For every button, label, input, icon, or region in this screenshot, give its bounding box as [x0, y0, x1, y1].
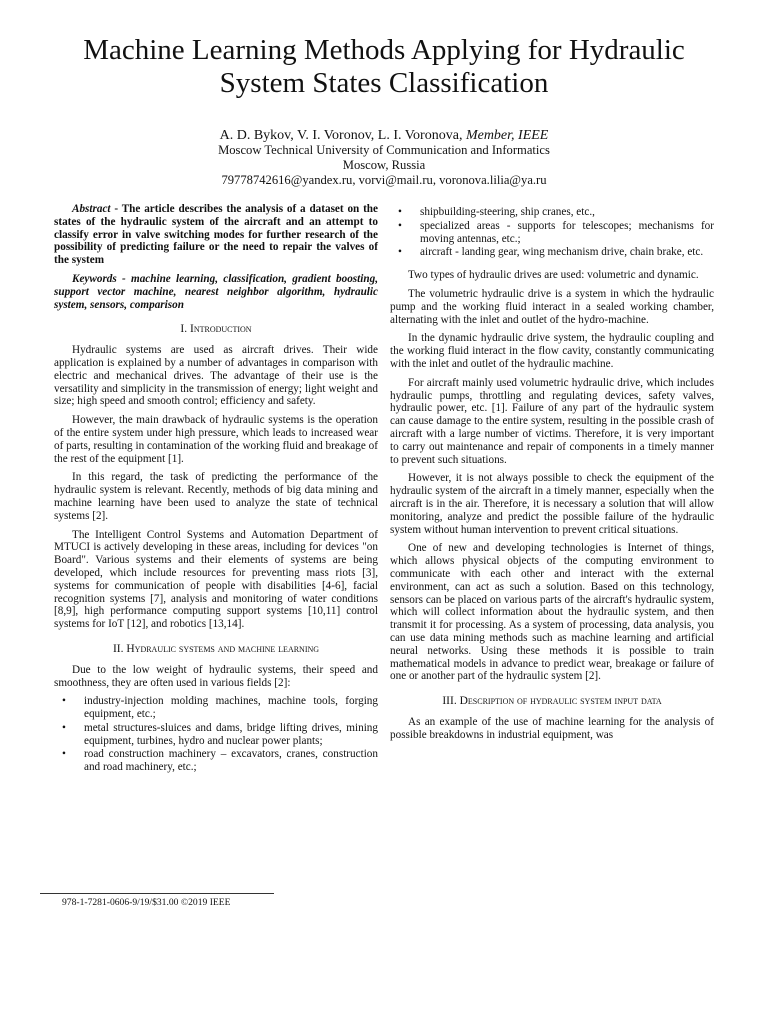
body-paragraph: However, it is not always possible to check the equipment of the hydraulic system of the aircraft in a timely manner, especially when the aircraft is in the air. Therefore, it is necessary a solution that will allow monitoring, analyze and predict the possible failure of the hydraulic system without human intervention to prevent critical situations.	[390, 472, 714, 536]
abstract	[54, 203, 378, 267]
section-3-title: Description of hydraulic system input data	[459, 695, 662, 708]
fields-list-left	[54, 695, 378, 774]
list-item: • shipbuilding-steering, ship cranes, etc.,	[420, 206, 714, 219]
list-item: • metal structures-sluices and dams, bridge lifting drives, mining equipment, turbines, hydro and nuclear power plants;	[84, 722, 378, 748]
list-item: • industry-injection molding machines, machine tools, forging equipment, etc.;	[84, 695, 378, 721]
author-block	[40, 128, 728, 188]
intro-paragraph-2: However, the main drawback of hydraulic systems is the operation of the entire system under high pressure, which leads to increased wear of parts, resulting in contamination of the working fluid and breakage of the rest of the equipment [1].	[54, 414, 378, 465]
author-membership: Member, IEEE	[465, 128, 549, 143]
emails: 79778742616@yandex.ru, vorvi@mail.ru, voronova.lilia@ya.ru	[221, 173, 547, 187]
intro-paragraph-3: In this regard, the task of predicting the performance of the hydraulic system is relevant. Recently, methods of big data mining and machine learning have been used to analyze the state of technical systems [2].	[54, 471, 378, 522]
intro-paragraph-1: Hydraulic systems are used as aircraft drives. Their wide application is explained by a number of advantages in comparison with electric and mechanical drives. The advantage of their use is the versatility and simplicity in the transmission of energy; light weight and size; high speed and smooth control; efficiency and safety.	[54, 344, 378, 408]
abstract-text: - The article describes the analysis of a dataset on the states of the hydraulic system of the aircraft and an attempt to classify error in valve switching modes for further research of the possibility of predicting failure or the need to repair the valves of the system	[54, 203, 378, 267]
list-item: • specialized areas - supports for telescopes; mechanisms for moving antennas, etc.;	[420, 220, 714, 246]
section-3-number: III.	[442, 695, 457, 708]
right-column	[390, 206, 714, 747]
section-2-number: II.	[112, 642, 124, 655]
title-line-2: System States Classification	[219, 67, 549, 99]
location: Moscow, Russia	[342, 158, 426, 172]
body-paragraph: For aircraft mainly used volumetric hydraulic drive, which includes hydraulic pumps, throttling and regulating devices, safety valves, hydraulic power, etc. [1]. Failure of any part of the hydraulic system can cause damage to the entire system, resulting in the possible crash of aircraft with a large number of victims. Therefore, it is very important to carry out maintenance and repair of components in a timely manner to prevent such situations.	[390, 376, 714, 466]
section-2-intro: Due to the low weight of hydraulic systems, their speed and smoothness, they are often used in various fields [2]:	[54, 663, 378, 689]
body-paragraph: Two types of hydraulic drives are used: volumetric and dynamic.	[408, 269, 699, 282]
section-1-title: Introduction	[189, 323, 252, 336]
author-list: A. D. Bykov, V. I. Voronov, L. I. Voronova,	[219, 128, 463, 143]
title-line-1: Machine Learning Methods Applying for Hydraulic	[83, 34, 685, 66]
footer-divider	[40, 893, 274, 894]
body-paragraph: In the dynamic hydraulic drive system, the hydraulic coupling and the working fluid interact in the flow cavity, constantly communicating with the inlet and outlet of the hydraulic machine.	[390, 332, 714, 370]
section-3-heading	[390, 695, 714, 708]
list-item: • road construction machinery – excavators, cranes, construction and road machinery, etc.;	[84, 748, 378, 774]
section-1-number: I.	[180, 323, 188, 336]
author-names	[40, 128, 728, 143]
paper-title	[40, 34, 728, 100]
keywords: Keywords - machine learning, classification, gradient boosting, support vector machine, nearest neighbor algorithm, hydraulic system, sensors, comparison	[54, 272, 378, 311]
left-column	[54, 203, 378, 780]
body-paragraph: The volumetric hydraulic drive is a system in which the hydraulic pump and the working fluid interact in a sealed working chamber, alternating with the inlet and outlet of the hydro-machine.	[390, 287, 714, 326]
copyright-footer: 978-1-7281-0606-9/19/$31.00 ©2019 IEEE	[62, 897, 231, 908]
section-2-heading	[54, 643, 378, 656]
abstract-label: Abstract	[72, 203, 111, 215]
section-2-title: Hydraulic systems and machine learning	[126, 642, 320, 655]
body-paragraph: One of new and developing technologies is Internet of things, which allows physical objects of the computing environment to communicate with each other and interact with the external environment, can act as such a solution. Based on this technology, sensors can be placed on various parts of the aircraft's hydraulic system, which will collect information about the hydraulic system, and then transmit it for processing. As a system of processing, data analysis, you can use data mining methods such as machine learning and artificial neural networks. Using these methods it is possible to train mathematical models in advance to predict wear, breakage or failure of one or another part of the hydraulic system [2].	[390, 542, 714, 683]
fields-list-right	[390, 206, 714, 259]
section-1-heading	[54, 323, 378, 336]
body-paragraph: As an example of the use of machine learning for the analysis of possible breakdowns in industrial equipment, was	[390, 715, 714, 741]
list-item: • aircraft - landing gear, wing mechanism drive, chain brake, etc.	[420, 246, 714, 259]
intro-paragraph-4: The Intelligent Control Systems and Automation Department of MTUCI is actively developing in these areas, including for devices "on Board". Various systems and their elements of systems are being developed, which include resources for preventing mass riots [3], systems for communication of people with disabilities [4-6], facial recognition systems [7], analysis and monitoring of water conditions [8,9], high performance computing support systems [10,11] control systems for IoT [12], and robotics [13,14].	[54, 528, 378, 631]
affiliation: Moscow Technical University of Communication and Informatics	[218, 143, 550, 157]
